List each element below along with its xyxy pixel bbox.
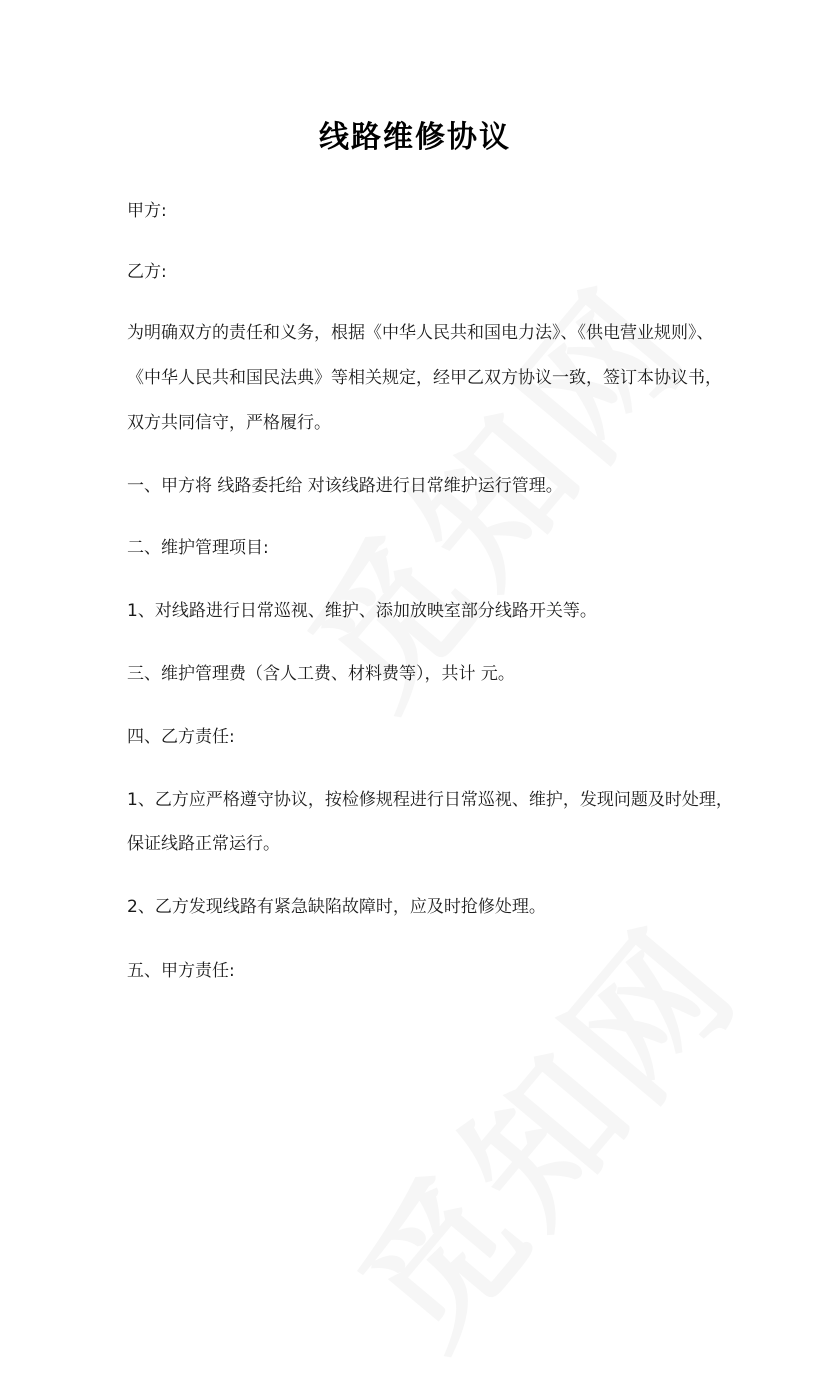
clause-1: 一、甲方将 线路委托给 对该线路进行日常维护运行管理。	[127, 476, 563, 496]
preamble-line-3: 双方共同信守，严格履行。	[127, 413, 331, 433]
clause-4-heading: 四、乙方责任:	[127, 727, 235, 747]
document-title: 线路维修协议	[319, 120, 511, 155]
party-b-line: 乙方:	[127, 262, 167, 282]
watermark-bottom	[303, 875, 777, 1381]
clause-4-item-1-line-1: 1、乙方应严格遵守协议，按检修规程进行日常巡视、维护，发现问题及时处理，	[127, 790, 733, 810]
clause-4-item-1-line-2: 保证线路正常运行。	[127, 834, 280, 854]
clause-5-heading: 五、甲方责任:	[127, 961, 235, 981]
clause-2-heading: 二、维护管理项目:	[127, 538, 269, 558]
clause-2-item-1: 1、对线路进行日常巡视、维护、添加放映室部分线路开关等。	[127, 601, 597, 621]
clause-4-item-2: 2、乙方发现线路有紧急缺陷故障时，应及时抢修处理。	[127, 897, 546, 917]
preamble-line-1: 为明确双方的责任和义务，根据《中华人民共和国电力法》、《供电营业规则》、	[127, 323, 714, 343]
clause-3: 三、维护管理费（含人工费、材料费等），共计 元。	[127, 664, 515, 684]
party-a-line: 甲方:	[127, 201, 167, 221]
preamble-line-2: 《中华人民共和国民法典》等相关规定，经甲乙双方协议一致，签订本协议书，	[127, 368, 722, 388]
